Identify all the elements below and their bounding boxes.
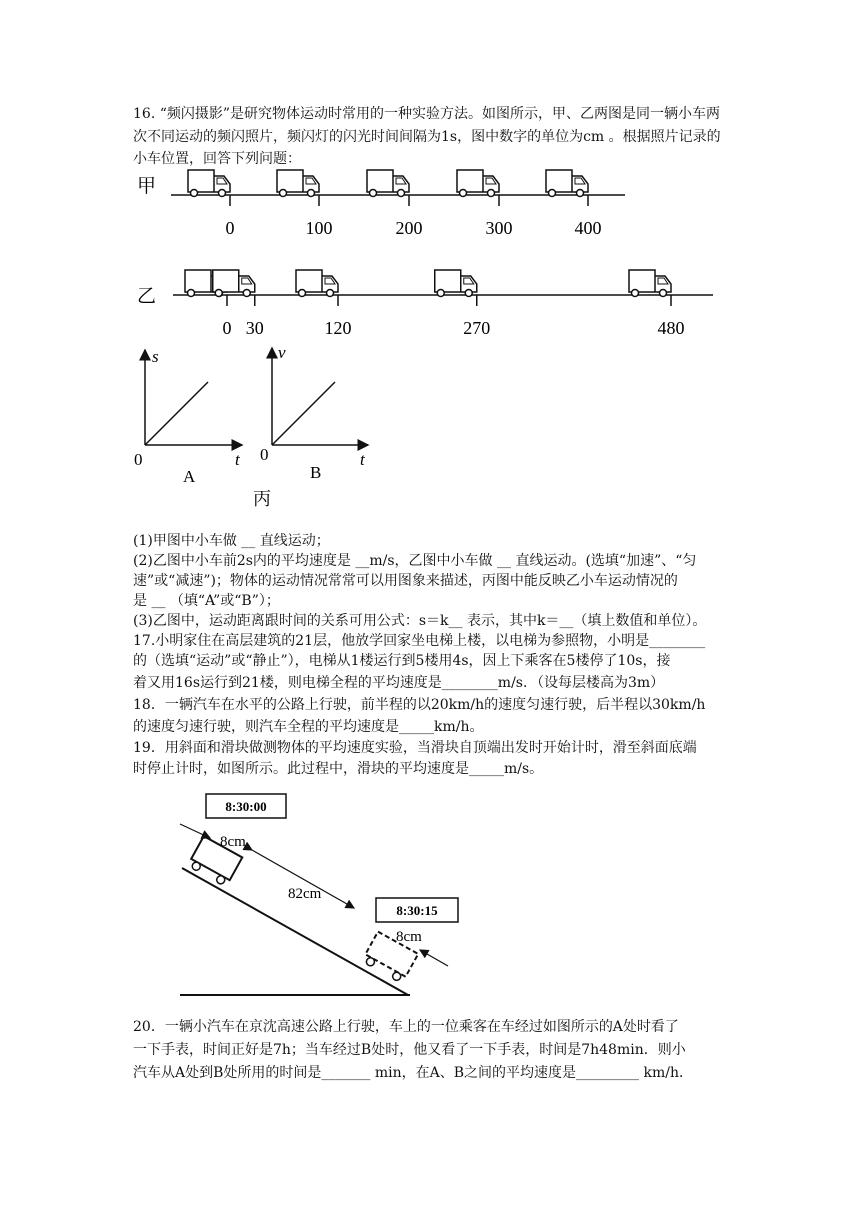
jia-truck (367, 170, 409, 197)
figure-bing (130, 340, 390, 515)
q16-sub2-line1: (2)乙图中小车前2s内的平均速度是 __m/s，乙图中小车做 __ 直线运动。(选填“加速”、“匀 (133, 553, 697, 569)
graph-a (134, 347, 242, 486)
q18-line1: 18．一辆汽车在水平的公路上行驶，前半程的以20km/h的速度匀速行驶，后半程以30km/h (133, 697, 706, 713)
q19-line1: 19．用斜面和滑块做测物体的平均速度实验，当滑块自顶端出发时开始计时，滑至斜面底端 (133, 740, 697, 756)
gap-length: 82cm (288, 886, 322, 902)
graph-a-x-label: t (235, 450, 240, 469)
jia-truck (546, 170, 588, 197)
yi-truck (629, 270, 671, 297)
q20-line1: 20．一辆小汽车在京沈高速公路上行驶，车上的一位乘客在车经过如图所示的A处时看了 (133, 1019, 679, 1035)
time-start: 8:30:00 (225, 799, 267, 814)
time-end: 8:30:15 (396, 903, 438, 918)
q16-intro: 16. “频闪摄影”是研究物体运动时常用的一种实验方法。如图所示，甲、乙两图是同一辆小车两次不同运动的频闪照片，频闪灯的闪光时间间隔为1s，图中数字的单位为cm 。根据照片记录的小车位置，回答下列问题： (133, 106, 721, 167)
q20-line2: 一下手表，时间正好是7h；当车经过B处时，他又看了一下手表，时间是7h48min．则小 (133, 1042, 686, 1058)
jia-tick-label: 400 (574, 218, 602, 238)
q17-line3: 着又用16s运行到21楼，则电梯全程的平均速度是________m/s．（设每层楼高为3m） (133, 675, 665, 691)
yi-tick-label: 120 (324, 318, 352, 338)
graph-a-name: A (183, 467, 196, 486)
q20-line3: 汽车从A处到B处所用的时间是_______ min，在A、B之间的平均速度是_________ km/h． (133, 1065, 693, 1081)
graph-a-y-label: s (152, 347, 159, 366)
jia-truck (277, 170, 319, 197)
jia-tick-label: 200 (395, 218, 423, 238)
graph-b-name: B (310, 463, 322, 482)
figure-jia (133, 160, 633, 240)
yi-truck (296, 270, 338, 297)
bing-label: 丙 (253, 489, 271, 509)
jia-truck (188, 170, 230, 197)
graph-b-x-label: t (360, 450, 365, 469)
graph-b (260, 343, 368, 482)
q16-sub3: (3)乙图中，运动距离跟时间的关系可用公式：s＝k__ 表示，其中k＝__（填上数值和单位）。 (133, 613, 707, 629)
graph-a-origin: 0 (134, 450, 143, 469)
jia-label: 甲 (137, 176, 157, 197)
jia-tick-label: 100 (305, 218, 333, 238)
yi-tick-label: 30 (245, 318, 264, 338)
jia-tick-label: 0 (225, 218, 235, 238)
q19-line2: 时停止计时，如图所示。此过程中，滑块的平均速度是_____m/s。 (133, 761, 544, 777)
yi-label: 乙 (137, 286, 157, 307)
yi-truck (435, 270, 477, 297)
graph-b-origin: 0 (260, 445, 269, 464)
q17-line2: 的（选填“运动”或“静止”），电梯从1楼运行到5楼用4s，因上下乘客在5楼停了10s，接 (133, 653, 671, 669)
q16-sub2-line2: 速”或“减速”)；物体的运动情况常常可以用图象来描述，丙图中能反映乙小车运动情况的 (133, 573, 678, 589)
yi-truck (213, 270, 255, 297)
jia-tick-label: 300 (485, 218, 513, 238)
block-bottom-length: 8cm (396, 929, 422, 945)
figure-yi (133, 260, 723, 340)
block-top-length: 8cm (220, 834, 246, 850)
yi-tick-label: 0 (222, 318, 232, 338)
q16-sub2-line3: 是 __ （填“A”或“B”）； (133, 593, 280, 609)
figure-incline (170, 790, 470, 1005)
graph-b-y-label: v (278, 343, 286, 362)
q18-line2: 的速度匀速行驶，则汽车全程的平均速度是_____km/h。 (133, 719, 484, 735)
q17-line1: 17.小明家住在高层建筑的21层，他放学回家坐电梯上楼，以电梯为参照物，小明是________ (133, 633, 706, 649)
jia-truck (457, 170, 499, 197)
yi-tick-label: 480 (657, 318, 685, 338)
yi-tick-label: 270 (463, 318, 491, 338)
q16-sub1: (1)甲图中小车做 __ 直线运动； (133, 533, 330, 549)
